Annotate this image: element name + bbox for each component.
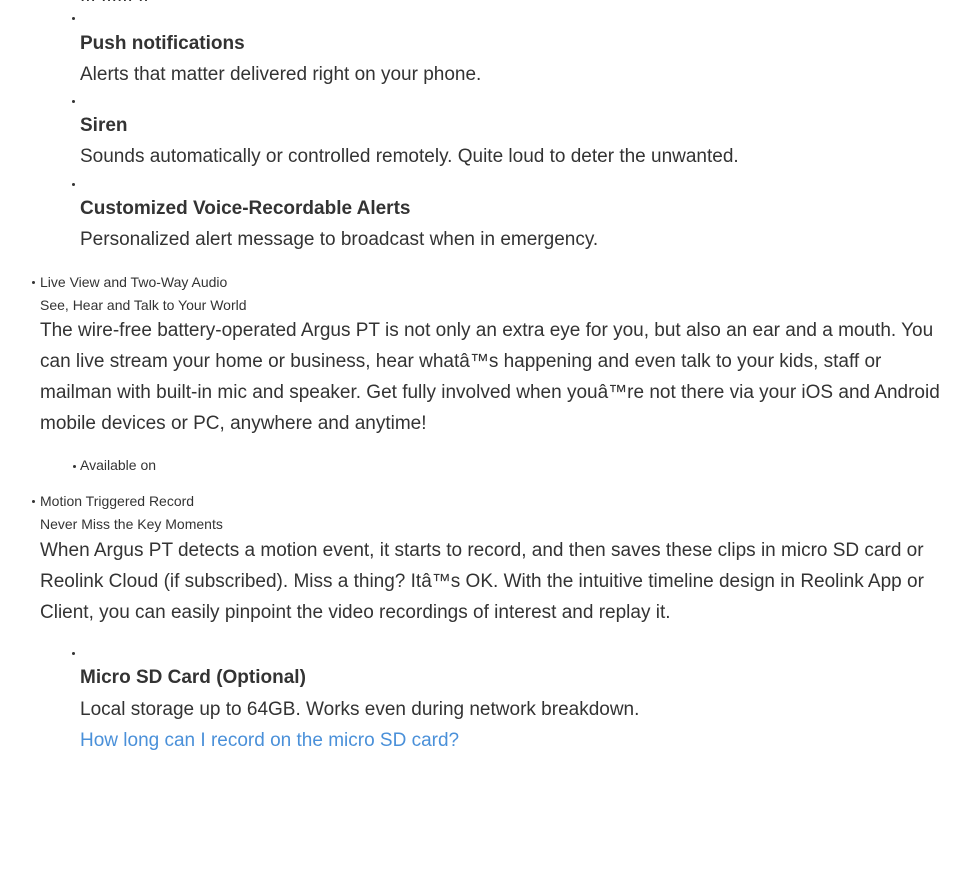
- bullet-dot: [72, 183, 75, 186]
- bullet-dot: [72, 652, 75, 655]
- section-subheading-motion: Never Miss the Key Moments: [40, 516, 223, 532]
- feature-desc-voice-alerts: Personalized alert message to broadcast when in emergency.: [80, 229, 599, 250]
- feature-desc-push-notifications: Alerts that matter delivered right on your phone.: [80, 64, 482, 85]
- section-paragraph-motion: When Argus PT detects a motion event, it starts to record, and then saves these clips in micro SD card or Reolink Cloud (if subscribed). Miss a thing? Itâ™s OK. With the intuitive timeline design in Reolink App or Client, you can easily pinpoint the video recordings of interest and replay it.: [40, 540, 924, 623]
- section-subheading-live-view: See, Hear and Talk to Your World: [40, 297, 247, 313]
- feature-title-push-notifications: Push notifications: [80, 33, 245, 54]
- feature-desc-siren: Sounds automatically or controlled remotely. Quite loud to deter the unwanted.: [80, 146, 739, 167]
- feature-title-voice-alerts: Customized Voice-Recordable Alerts: [80, 198, 411, 219]
- micro-sd-record-link[interactable]: How long can I record on the micro SD card?: [80, 730, 460, 751]
- cut-off-description: [80, 0, 149, 8]
- available-on-bullet: [73, 465, 76, 468]
- available-on-label: Available on: [80, 457, 157, 473]
- bullet-dot: [72, 100, 75, 103]
- section-bullet: [32, 281, 35, 284]
- bullet-dot: [72, 17, 75, 20]
- feature-desc-micro-sd: Local storage up to 64GB. Works even during network breakdown.: [80, 699, 640, 720]
- feature-title-micro-sd: Micro SD Card (Optional): [80, 667, 306, 688]
- section-bullet: [32, 500, 35, 503]
- section-heading-live-view: Live View and Two-Way Audio: [40, 274, 228, 290]
- section-paragraph-live-view: The wire-free battery-operated Argus PT is not only an extra eye for you, but also an ear and a mouth. You can live stream your home or business, hear whatâ™s happening and even talk to your kids, staff or mailman with built-in mic and speaker. Get fully involved when youâ™re not there via your iOS and Android mobile devices or PC, anywhere and anytime!: [40, 320, 940, 434]
- section-heading-motion: Motion Triggered Record: [40, 493, 195, 509]
- feature-title-siren: Siren: [80, 115, 128, 136]
